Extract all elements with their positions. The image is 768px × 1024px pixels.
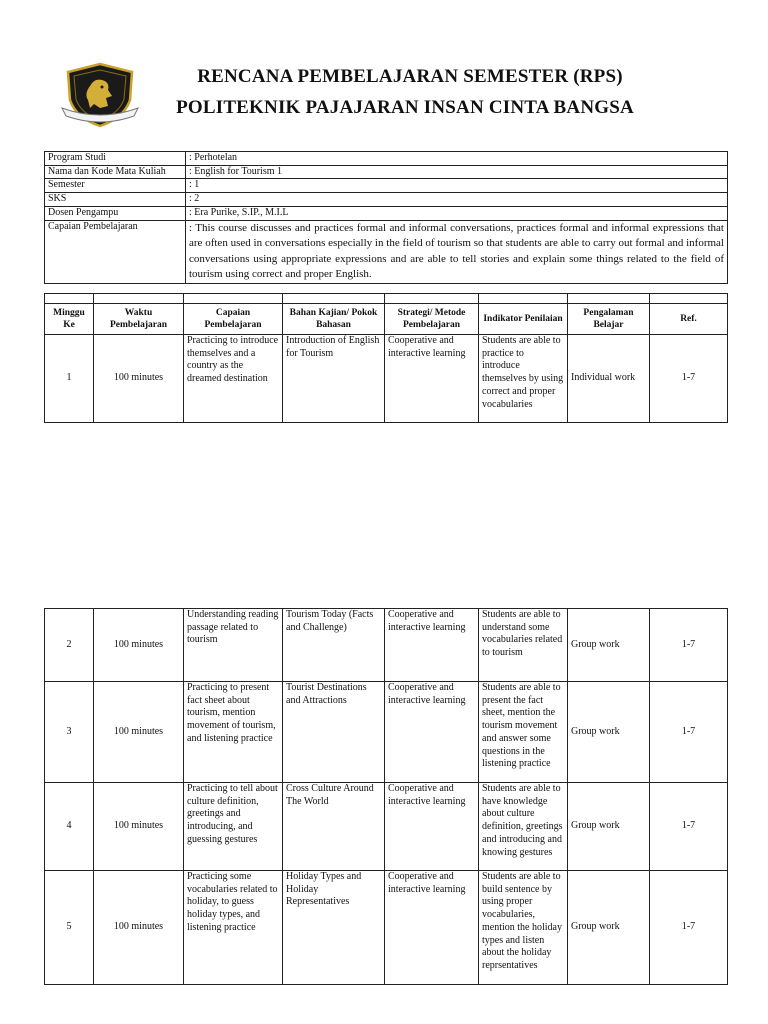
- cell-minggu: 1: [45, 335, 94, 423]
- table-row: [45, 609, 728, 682]
- col-header-bahan: Bahan Kajian/ Pokok Bahasan: [283, 304, 385, 335]
- cell-indikator: Students are able to build sentence by using proper vocabularies, mention the holiday types and listen about the holiday reprsentatives: [479, 871, 568, 985]
- cell-bahan: Cross Culture Around The World: [283, 783, 385, 871]
- cell-bahan: Holiday Types and Holiday Representatives: [283, 871, 385, 985]
- spacer-row: [45, 294, 728, 304]
- col-header-strategi: Strategi/ Metode Pembelajaran: [385, 304, 479, 335]
- info-value: : 1: [186, 179, 728, 193]
- info-value: : Perhotelan: [186, 152, 728, 166]
- info-value: : 2: [186, 193, 728, 207]
- cell-pengalaman: Group work: [568, 783, 650, 871]
- cell-minggu: 5: [45, 871, 94, 985]
- cell-pengalaman: Individual work: [568, 335, 650, 423]
- cell-pengalaman: Group work: [568, 871, 650, 985]
- cell-ref: 1-7: [650, 335, 728, 423]
- table-row: [45, 335, 728, 423]
- col-header-waktu: Waktu Pembelajaran: [94, 304, 184, 335]
- cell-waktu: 100 minutes: [94, 682, 184, 783]
- cell-ref: 1-7: [650, 609, 728, 682]
- table-row: [45, 783, 728, 871]
- info-value: : Era Purike, S.IP., M.I.L: [186, 206, 728, 220]
- col-header-capaian: Capaian Pembelajaran: [184, 304, 283, 335]
- cell-indikator: Students are able to practice to introduce themselves by using correct and proper vocabularies: [479, 335, 568, 423]
- info-row-course: [45, 165, 728, 179]
- cell-bahan: Introduction of English for Tourism: [283, 335, 385, 423]
- col-header-minggu: Minggu Ke: [45, 304, 94, 335]
- cell-strategi: Cooperative and interactive learning: [385, 871, 479, 985]
- cell-minggu: 3: [45, 682, 94, 783]
- cell-waktu: 100 minutes: [94, 783, 184, 871]
- cell-bahan: Tourism Today (Facts and Challenge): [283, 609, 385, 682]
- cell-waktu: 100 minutes: [94, 609, 184, 682]
- cell-pengalaman: Group work: [568, 682, 650, 783]
- info-label: SKS: [45, 193, 186, 207]
- cell-ref: 1-7: [650, 783, 728, 871]
- info-row-outcomes: [45, 220, 728, 283]
- document-title: RENCANA PEMBELAJARAN SEMESTER (RPS): [197, 66, 623, 87]
- info-row-lecturer: [45, 206, 728, 220]
- info-label: Nama dan Kode Mata Kuliah: [45, 165, 186, 179]
- course-info-table: [44, 151, 728, 284]
- cell-capaian: Practicing to tell about culture definition, greetings and introducing, and guessing gestures: [184, 783, 283, 871]
- cell-strategi: Cooperative and interactive learning: [385, 682, 479, 783]
- cell-strategi: Cooperative and interactive learning: [385, 783, 479, 871]
- cell-bahan: Tourist Destinations and Attractions: [283, 682, 385, 783]
- info-value: : This course discusses and practices formal and informal conversations, practices formal and informal expressions that are often used in conversations especially in the field of tourism so that students are able to carry out formal and informal conversations using appropriate expressions and are able to tell stories and explain some things related to the field of tourism using correct and proper English.: [186, 220, 728, 283]
- cell-ref: 1-7: [650, 682, 728, 783]
- cell-ref: 1-7: [650, 871, 728, 985]
- cell-pengalaman: Group work: [568, 609, 650, 682]
- cell-waktu: 100 minutes: [94, 871, 184, 985]
- weekly-plan-table: [44, 293, 728, 423]
- info-label: Program Studi: [45, 152, 186, 166]
- info-row-program: [45, 152, 728, 166]
- weekly-plan-table-continued: [44, 608, 728, 985]
- institution-name: POLITEKNIK PAJAJARAN INSAN CINTA BANGSA: [176, 97, 634, 118]
- cell-minggu: 2: [45, 609, 94, 682]
- cell-indikator: Students are able to understand some vocabularies related to tourism: [479, 609, 568, 682]
- cell-strategi: Cooperative and interactive learning: [385, 335, 479, 423]
- cell-capaian: Practicing to present fact sheet about tourism, mention movement of tourism, and listening practice: [184, 682, 283, 783]
- cell-capaian: Understanding reading passage related to tourism: [184, 609, 283, 682]
- info-row-semester: [45, 179, 728, 193]
- cell-indikator: Students are able to have knowledge about culture definition, greetings and introducing and knowing gestures: [479, 783, 568, 871]
- col-header-indikator: Indikator Penilaian: [479, 304, 568, 335]
- cell-strategi: Cooperative and interactive learning: [385, 609, 479, 682]
- col-header-pengalaman: Pengalaman Belajar: [568, 304, 650, 335]
- cell-minggu: 4: [45, 783, 94, 871]
- info-value: : English for Tourism 1: [186, 165, 728, 179]
- table-row: [45, 871, 728, 985]
- info-row-sks: [45, 193, 728, 207]
- header-row: [45, 304, 728, 335]
- cell-capaian: Practicing some vocabularies related to holiday, to guess holiday types, and listening practice: [184, 871, 283, 985]
- info-label: Dosen Pengampu: [45, 206, 186, 220]
- info-label: Capaian Pembelajaran: [45, 220, 186, 283]
- table-row: [45, 682, 728, 783]
- cell-waktu: 100 minutes: [94, 335, 184, 423]
- cell-indikator: Students are able to present the fact sheet, mention the tourism movement and answer some questions in the listening practice: [479, 682, 568, 783]
- info-label: Semester: [45, 179, 186, 193]
- lion-shield-crest-icon: [60, 62, 140, 130]
- col-header-ref: Ref.: [650, 304, 728, 335]
- cell-capaian: Practicing to introduce themselves and a country as the dreamed destination: [184, 335, 283, 423]
